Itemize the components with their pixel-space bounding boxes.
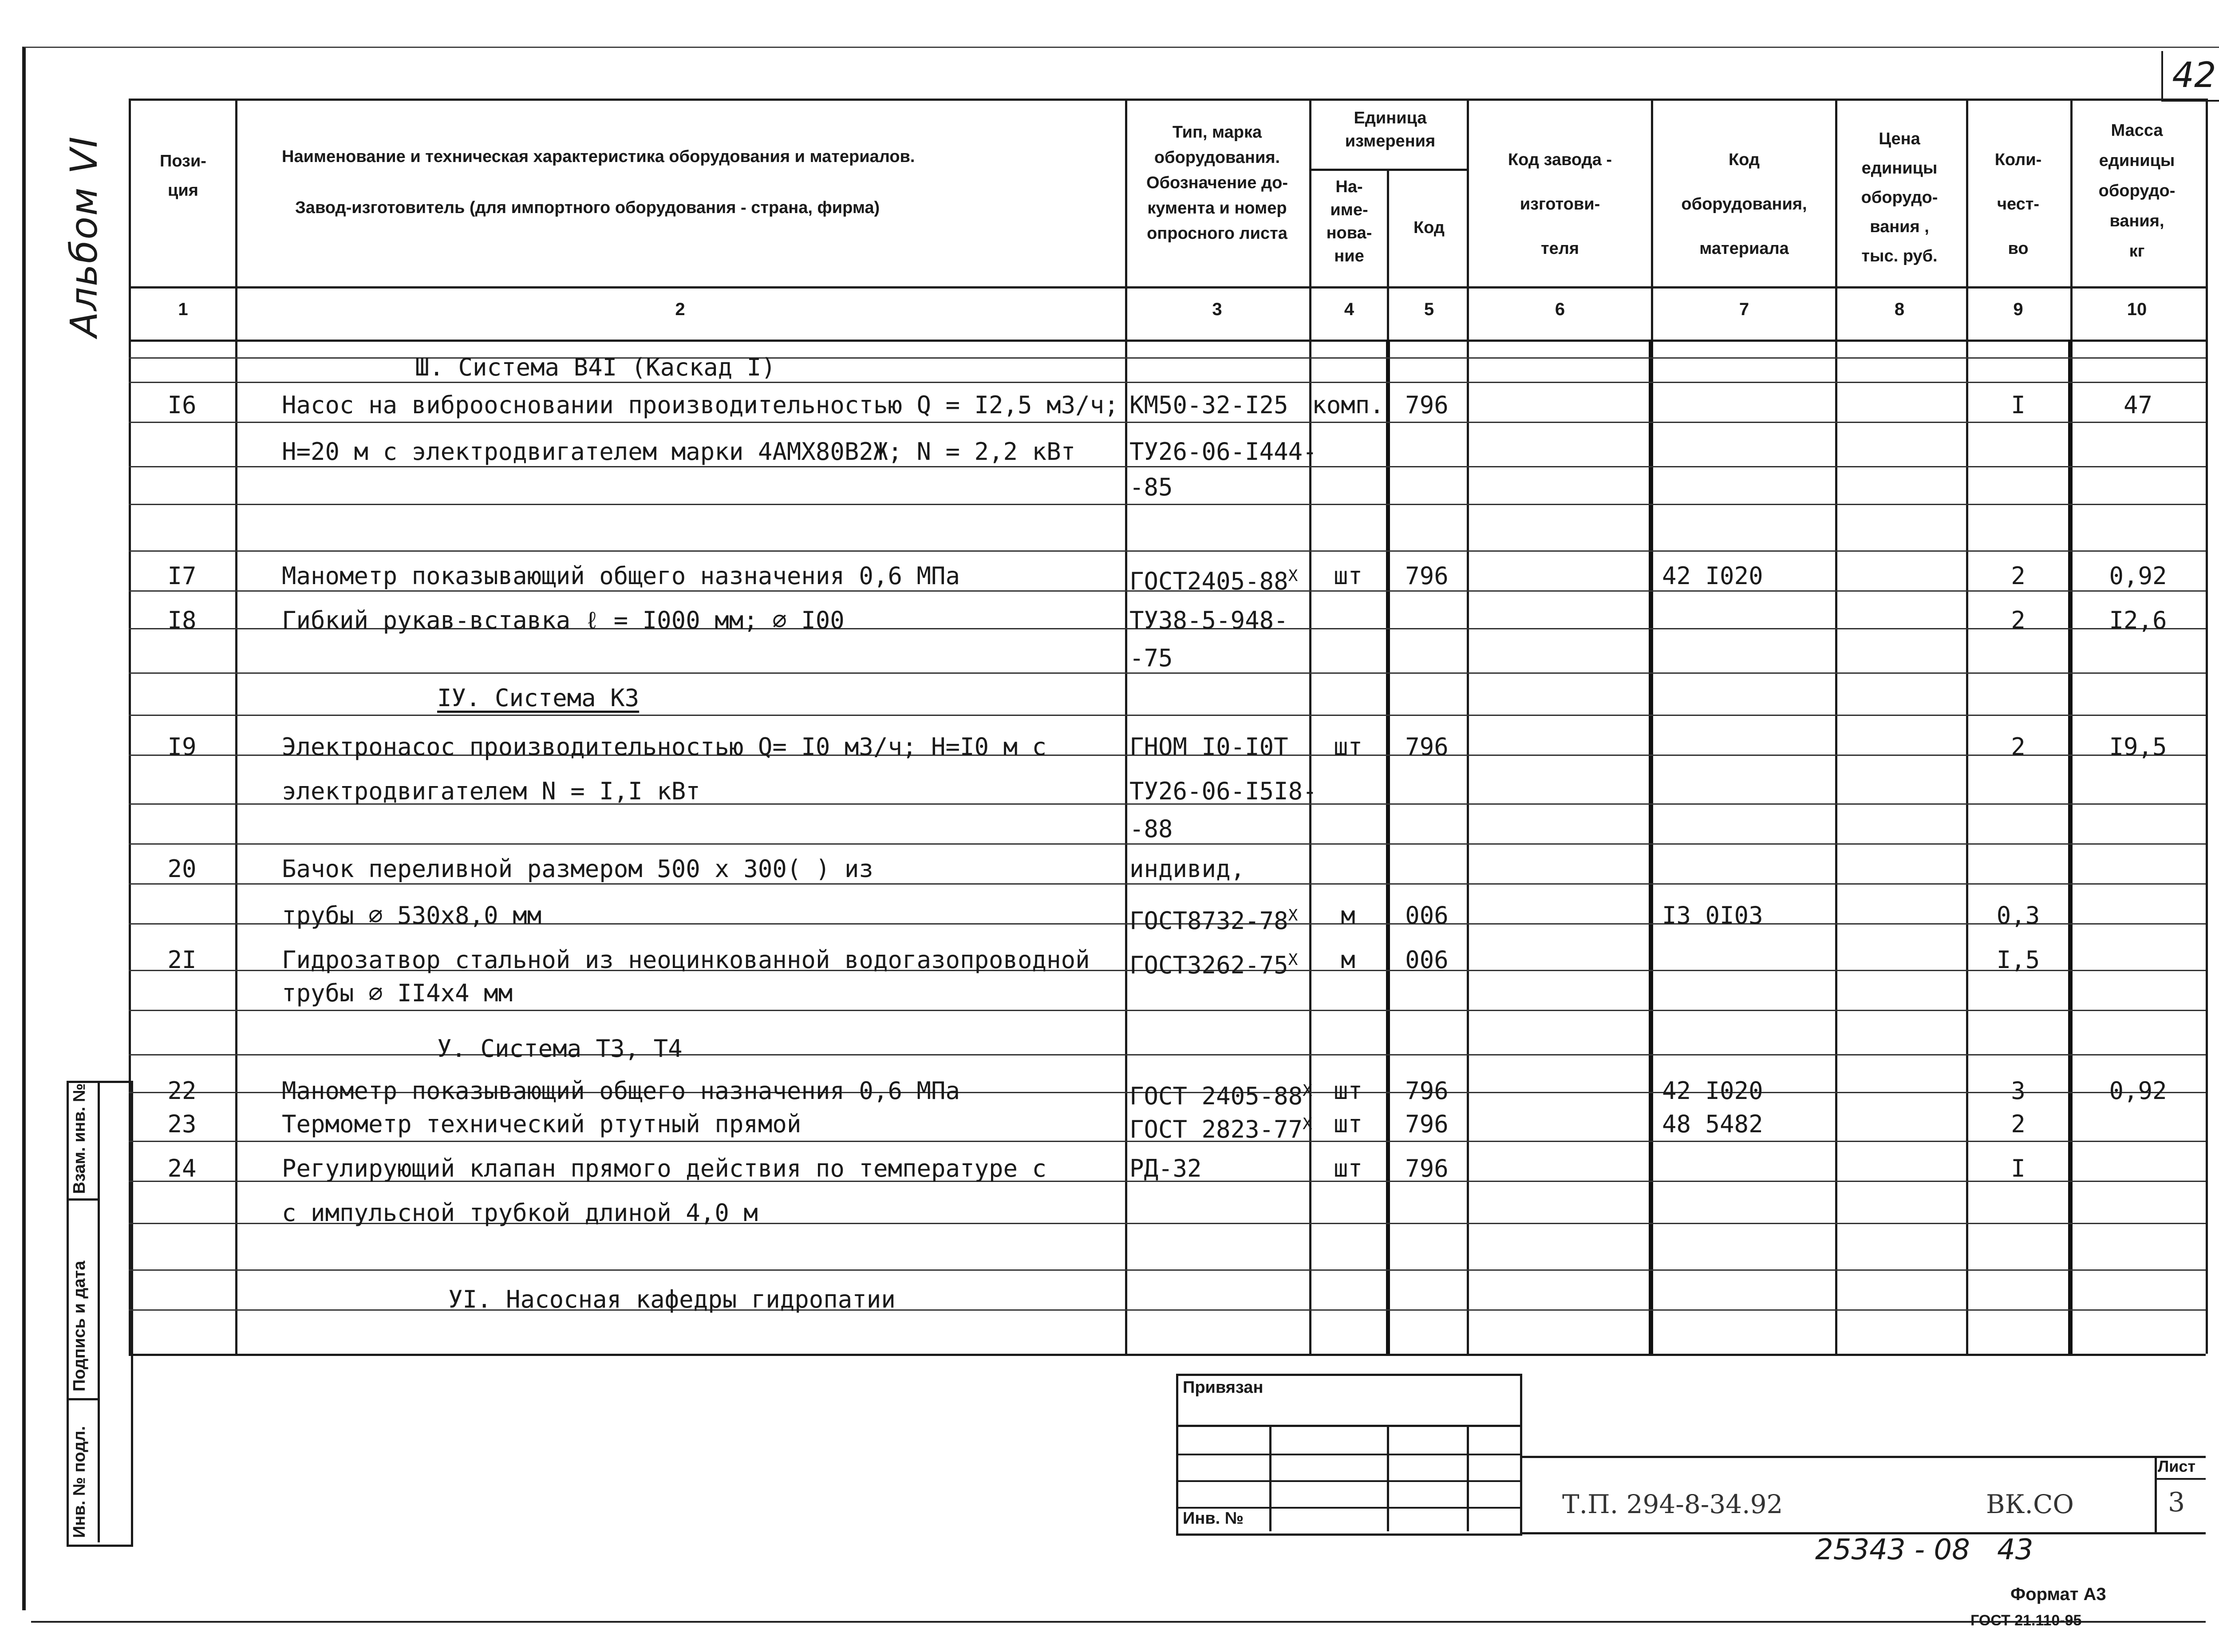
colnum-4: 4 bbox=[1344, 300, 1354, 319]
row-unit-code-text: 796 bbox=[1405, 1154, 1449, 1182]
row-mass-text: I2,6 bbox=[2109, 606, 2167, 634]
row-name bbox=[282, 1154, 1046, 1183]
row-mass-text: 47 bbox=[2123, 391, 2153, 419]
row-type bbox=[1129, 437, 1317, 466]
row-name-text: Манометр показывающий общего назначения 0,6 МПа bbox=[282, 1077, 960, 1105]
row-type-text: РД-32 bbox=[1129, 1154, 1202, 1182]
row-type-sup: Х bbox=[1288, 567, 1298, 585]
row-quantity bbox=[1966, 732, 2070, 762]
side-strip-sep bbox=[67, 1398, 98, 1400]
header-col7: Код оборудования, материала bbox=[1681, 150, 1807, 258]
row-separator bbox=[129, 1269, 2206, 1271]
row-quantity bbox=[1966, 391, 2070, 420]
stamp-vline bbox=[1269, 1425, 1271, 1531]
header-col5: Код bbox=[1413, 218, 1445, 237]
row-material-code bbox=[1662, 1076, 1763, 1106]
row-type bbox=[1129, 901, 1298, 936]
row-unit-text: м bbox=[1341, 901, 1355, 929]
stamp-vline bbox=[1387, 1425, 1389, 1531]
row-quantity bbox=[1966, 606, 2070, 635]
row-position-text: 2I bbox=[167, 946, 197, 974]
row-name-text: Термометр технический ртутный прямой bbox=[282, 1110, 802, 1138]
column-divider bbox=[235, 99, 237, 1354]
row-type-text: ГОСТ 2405-88 bbox=[1129, 1082, 1303, 1110]
row-position-text: 22 bbox=[167, 1077, 197, 1105]
row-position bbox=[129, 854, 235, 884]
row-type-text: ГНОМ I0-I0Т bbox=[1129, 733, 1288, 761]
bound-label: Привязан bbox=[1183, 1378, 1263, 1397]
row-unit bbox=[1309, 1076, 1387, 1106]
numbers-bottom-border bbox=[129, 340, 2206, 342]
row-quantity bbox=[1966, 945, 2070, 975]
section-title bbox=[415, 353, 776, 382]
row-unit-text: м bbox=[1341, 946, 1355, 974]
table-top-border bbox=[129, 99, 2206, 101]
colnum-10: 10 bbox=[2127, 300, 2147, 319]
row-type-text: ГОСТ 2823-77 bbox=[1129, 1115, 1303, 1143]
row-name-text: Бачок переливной размером 500 х 300( ) из bbox=[282, 855, 873, 883]
row-unit-code bbox=[1387, 561, 1467, 591]
row-mass-text: 0,92 bbox=[2109, 1077, 2167, 1105]
colnum-6: 6 bbox=[1555, 300, 1565, 319]
column-divider bbox=[1125, 99, 1127, 1354]
colnum-1: 1 bbox=[178, 300, 188, 319]
row-mass-text: 0,92 bbox=[2109, 562, 2167, 590]
row-unit-text: шт bbox=[1333, 1077, 1363, 1105]
colnum-2: 2 bbox=[675, 300, 685, 319]
row-unit-code bbox=[1387, 391, 1467, 420]
row-material-code bbox=[1662, 901, 1763, 930]
side-strip-sep bbox=[67, 1198, 98, 1201]
row-name-text: Регулирующий клапан прямого действия по температуре с bbox=[282, 1154, 1047, 1182]
row-position bbox=[129, 1154, 235, 1183]
row-mass-text: I9,5 bbox=[2109, 733, 2167, 761]
row-quantity bbox=[1966, 901, 2070, 930]
row-name-text: электродвигателем N = I,I кВт bbox=[282, 777, 700, 805]
column-divider bbox=[1387, 169, 1389, 286]
colnum-5: 5 bbox=[1424, 300, 1434, 319]
row-material-code-text: 42 I020 bbox=[1662, 562, 1763, 590]
colnum-8: 8 bbox=[1894, 300, 1905, 319]
row-separator bbox=[129, 1309, 2206, 1311]
side-label-inv-podl: Инв. № подл. bbox=[70, 1426, 89, 1538]
section-title bbox=[448, 1285, 896, 1314]
row-type bbox=[1129, 1076, 1312, 1111]
row-separator bbox=[129, 715, 2206, 716]
row-type-sup: Х bbox=[1303, 1082, 1312, 1100]
row-type-sup: Х bbox=[1303, 1115, 1312, 1133]
row-type bbox=[1129, 854, 1245, 884]
row-unit-text: комп. bbox=[1312, 391, 1384, 419]
row-type-text: ТУ38-5-948- bbox=[1129, 606, 1288, 634]
row-unit-code-text: 006 bbox=[1405, 946, 1449, 974]
row-type bbox=[1129, 391, 1288, 420]
row-type bbox=[1129, 644, 1173, 673]
row-name bbox=[282, 732, 1046, 762]
row-position bbox=[129, 561, 235, 591]
thick-divider bbox=[1386, 340, 1390, 1354]
header-col10: Масса единицы оборудо- вания, кг bbox=[2098, 121, 2176, 261]
column-divider bbox=[1835, 99, 1837, 1354]
header-bottom-border bbox=[129, 286, 2206, 289]
row-mass bbox=[2070, 561, 2206, 591]
sheet-cell-line bbox=[2155, 1478, 2206, 1480]
row-type bbox=[1129, 473, 1173, 502]
section-title-text: УI. Насосная кафедры гидропатии bbox=[448, 1285, 896, 1313]
row-position-text: I9 bbox=[167, 733, 197, 761]
row-material-code bbox=[1662, 561, 1763, 591]
row-unit bbox=[1309, 561, 1387, 591]
row-unit-code-text: 796 bbox=[1405, 733, 1449, 761]
row-quantity bbox=[1966, 561, 2070, 591]
section-title-text: У. Система Т3, Т4 bbox=[437, 1035, 683, 1063]
row-name-text: Насос на виброосновании производительностью Q = I2,5 м3/ч; bbox=[282, 391, 1119, 419]
row-mass bbox=[2070, 1076, 2206, 1106]
row-name bbox=[282, 777, 700, 806]
row-name-text: Гибкий рукав-вставка ℓ = I000 мм; ∅ I00 bbox=[282, 606, 845, 634]
row-name bbox=[282, 391, 1119, 420]
row-position bbox=[129, 606, 235, 635]
format-gost: ГОСТ 21.110-95 bbox=[1970, 1612, 2082, 1625]
row-position bbox=[129, 1110, 235, 1139]
row-unit-code-text: 796 bbox=[1405, 562, 1449, 590]
row-quantity-text: I bbox=[2011, 391, 2026, 419]
row-name bbox=[282, 437, 1075, 466]
row-type bbox=[1129, 732, 1288, 762]
row-unit-code-text: 796 bbox=[1405, 391, 1449, 419]
row-quantity-text: 2 bbox=[2011, 606, 2026, 634]
sheet-value: 3 bbox=[2168, 1487, 2185, 1518]
row-quantity bbox=[1966, 1154, 2070, 1183]
row-quantity-text: 2 bbox=[2011, 1110, 2026, 1138]
row-type-sup: Х bbox=[1288, 906, 1298, 925]
row-unit bbox=[1309, 1110, 1387, 1139]
row-unit-code bbox=[1387, 945, 1467, 975]
row-position-text: I8 bbox=[167, 606, 197, 634]
section-title bbox=[437, 1034, 683, 1063]
row-position-text: 24 bbox=[167, 1154, 197, 1182]
row-material-code-text: 42 I020 bbox=[1662, 1077, 1763, 1105]
row-position-text: 20 bbox=[167, 855, 197, 883]
row-unit bbox=[1309, 1154, 1387, 1183]
colnum-3: 3 bbox=[1212, 300, 1222, 319]
row-type bbox=[1129, 561, 1298, 596]
unit-group-split bbox=[1309, 169, 1469, 171]
handwritten-number: 25343 - 08 bbox=[1815, 1533, 1970, 1566]
header-col2-line1: Наименование и техническая характеристика оборудования и материалов. bbox=[282, 147, 915, 166]
row-unit-text: шт bbox=[1333, 1110, 1363, 1138]
row-type-text: ТУ26-06-I5I8- bbox=[1129, 777, 1317, 805]
row-material-code-text: 48 5482 bbox=[1662, 1110, 1763, 1138]
row-mass bbox=[2070, 606, 2206, 635]
stamp-line bbox=[1176, 1480, 1522, 1482]
row-unit-code-text: 796 bbox=[1405, 1077, 1449, 1105]
row-position-text: 23 bbox=[167, 1110, 197, 1138]
row-position bbox=[129, 391, 235, 420]
row-mass bbox=[2070, 732, 2206, 762]
header-unit-group: Единица измерения bbox=[1345, 109, 1436, 150]
stamp-line bbox=[1176, 1425, 1522, 1427]
row-name bbox=[282, 901, 541, 930]
row-name bbox=[282, 979, 513, 1008]
row-type-text: КМ50-32-I25 bbox=[1129, 391, 1288, 419]
row-separator bbox=[129, 550, 2206, 552]
row-position-text: I7 bbox=[167, 562, 197, 590]
row-position bbox=[129, 945, 235, 975]
row-name-text: Манометр показывающий общего назначения 0,6 МПа bbox=[282, 562, 960, 590]
title-block-line bbox=[1520, 1456, 2206, 1458]
row-type bbox=[1129, 606, 1288, 635]
row-name bbox=[282, 854, 873, 884]
header-col8: Цена единицы оборудо- вания , тыс. руб. bbox=[1861, 130, 1938, 265]
header-col6: Код завода - изготови- теля bbox=[1508, 150, 1612, 258]
row-separator bbox=[129, 1010, 2206, 1011]
row-unit-code bbox=[1387, 901, 1467, 930]
row-separator bbox=[129, 422, 2206, 423]
row-type bbox=[1129, 814, 1173, 844]
row-unit bbox=[1309, 732, 1387, 762]
drawing-frame bbox=[22, 47, 2219, 1610]
row-name bbox=[282, 945, 1090, 975]
row-type-text: -88 bbox=[1129, 815, 1173, 843]
row-name bbox=[282, 1110, 801, 1139]
row-name-text: Гидрозатвор стальной из неоцинкованной водогазопроводной bbox=[282, 946, 1090, 974]
row-quantity-text: 3 bbox=[2011, 1077, 2026, 1105]
format-label: Формат А3 bbox=[2010, 1585, 2106, 1604]
row-unit-code bbox=[1387, 1154, 1467, 1183]
row-quantity bbox=[1966, 1076, 2070, 1106]
row-separator bbox=[129, 504, 2206, 505]
handwritten-page: 43 bbox=[1997, 1533, 2033, 1566]
album-label: Альбом VI bbox=[62, 135, 106, 337]
row-material-code-text: I3 0I03 bbox=[1662, 901, 1763, 929]
row-type-text: индивид, bbox=[1129, 855, 1245, 883]
row-unit bbox=[1309, 901, 1387, 930]
body-bottom-border bbox=[129, 1354, 2206, 1356]
row-unit-text: шт bbox=[1333, 562, 1363, 590]
page-number: 42 bbox=[2161, 51, 2219, 102]
column-divider bbox=[2206, 99, 2208, 1354]
row-name-text: H=20 м с электродвигателем марки 4АМХ80В2Ж; N = 2,2 кВт bbox=[282, 438, 1076, 466]
row-material-code bbox=[1662, 1110, 1763, 1139]
row-unit-code-text: 006 bbox=[1405, 901, 1449, 929]
row-name-text: трубы ∅ II4х4 мм bbox=[282, 979, 513, 1007]
row-type bbox=[1129, 1154, 1202, 1183]
colnum-7: 7 bbox=[1739, 300, 1749, 319]
row-unit bbox=[1309, 945, 1387, 975]
row-type-sup: Х bbox=[1288, 951, 1298, 969]
row-unit bbox=[1309, 391, 1387, 420]
row-unit-code bbox=[1387, 1076, 1467, 1106]
thick-divider bbox=[1649, 340, 1653, 1354]
row-type-text: ТУ26-06-I444- bbox=[1129, 438, 1317, 466]
row-type-text: ГОСТ8732-78 bbox=[1129, 907, 1288, 935]
row-unit-code bbox=[1387, 1110, 1467, 1139]
doc-code: Т.П. 294-8-34.92 bbox=[1562, 1489, 1783, 1519]
side-label-podpis: Подпись и дата bbox=[70, 1261, 89, 1391]
inv-label: Инв. № bbox=[1183, 1509, 1244, 1528]
row-quantity-text: 2 bbox=[2011, 562, 2026, 590]
row-mass bbox=[2070, 391, 2206, 420]
row-quantity-text: 2 bbox=[2011, 733, 2026, 761]
row-position bbox=[129, 732, 235, 762]
column-divider bbox=[1467, 99, 1469, 1354]
sheet-label: Лист bbox=[2158, 1457, 2196, 1475]
row-quantity-text: I bbox=[2011, 1154, 2026, 1182]
row-quantity-text: I,5 bbox=[1996, 946, 2040, 974]
row-type bbox=[1129, 777, 1317, 806]
section-title-text: IУ. Система К3 bbox=[437, 684, 640, 712]
row-type-text: -75 bbox=[1129, 644, 1173, 672]
colnum-9: 9 bbox=[2013, 300, 2023, 319]
row-type-text: -85 bbox=[1129, 473, 1173, 501]
row-unit-text: шт bbox=[1333, 733, 1363, 761]
row-name bbox=[282, 1198, 758, 1228]
row-quantity-text: 0,3 bbox=[1996, 901, 2040, 929]
thick-divider bbox=[2068, 340, 2072, 1354]
row-unit-text: шт bbox=[1333, 1154, 1363, 1182]
doc-mark: ВК.СО bbox=[1986, 1489, 2074, 1519]
header-col3: Тип, марка оборудования. Обозначение до- кумента и номер опросного листа bbox=[1146, 123, 1288, 243]
row-position bbox=[129, 1076, 235, 1106]
row-type bbox=[1129, 1110, 1312, 1144]
row-name bbox=[282, 1076, 960, 1106]
stamp-vline bbox=[1467, 1425, 1469, 1531]
row-type-text: ГОСТ2405-88 bbox=[1129, 567, 1288, 595]
section-title-text: Ш. Система В4I (Каскад I) bbox=[415, 353, 776, 381]
row-unit-code-text: 796 bbox=[1405, 1110, 1449, 1138]
header-col4: На- име- нова- ние bbox=[1326, 178, 1372, 265]
stamp-line bbox=[1176, 1454, 1522, 1455]
row-quantity bbox=[1966, 1110, 2070, 1139]
header-col2-line2: Завод-изготовитель (для импортного оборудования - страна, фирма) bbox=[295, 198, 880, 217]
header-col1: Пози- ция bbox=[160, 152, 206, 200]
row-name-text: трубы ∅ 530х8,0 мм bbox=[282, 901, 542, 929]
row-name bbox=[282, 606, 845, 635]
header-col9: Коли- чест- во bbox=[1994, 150, 2042, 258]
side-label-vzam: Взам. инв. № bbox=[70, 1083, 89, 1194]
bottom-rule bbox=[31, 1621, 2206, 1623]
stamp-line bbox=[1176, 1507, 1522, 1509]
row-position-text: I6 bbox=[167, 391, 197, 419]
row-type-text: ГОСТ3262-75 bbox=[1129, 951, 1288, 979]
section-title bbox=[437, 684, 639, 713]
row-name bbox=[282, 561, 960, 591]
row-name-text: с импульсной трубкой длиной 4,0 м bbox=[282, 1199, 758, 1227]
row-name-text: Электронасос производительностью Q= I0 м3/ч; H=I0 м с bbox=[282, 733, 1047, 761]
row-type bbox=[1129, 945, 1298, 980]
row-unit-code bbox=[1387, 732, 1467, 762]
sheet-cell-divider bbox=[2155, 1456, 2157, 1533]
